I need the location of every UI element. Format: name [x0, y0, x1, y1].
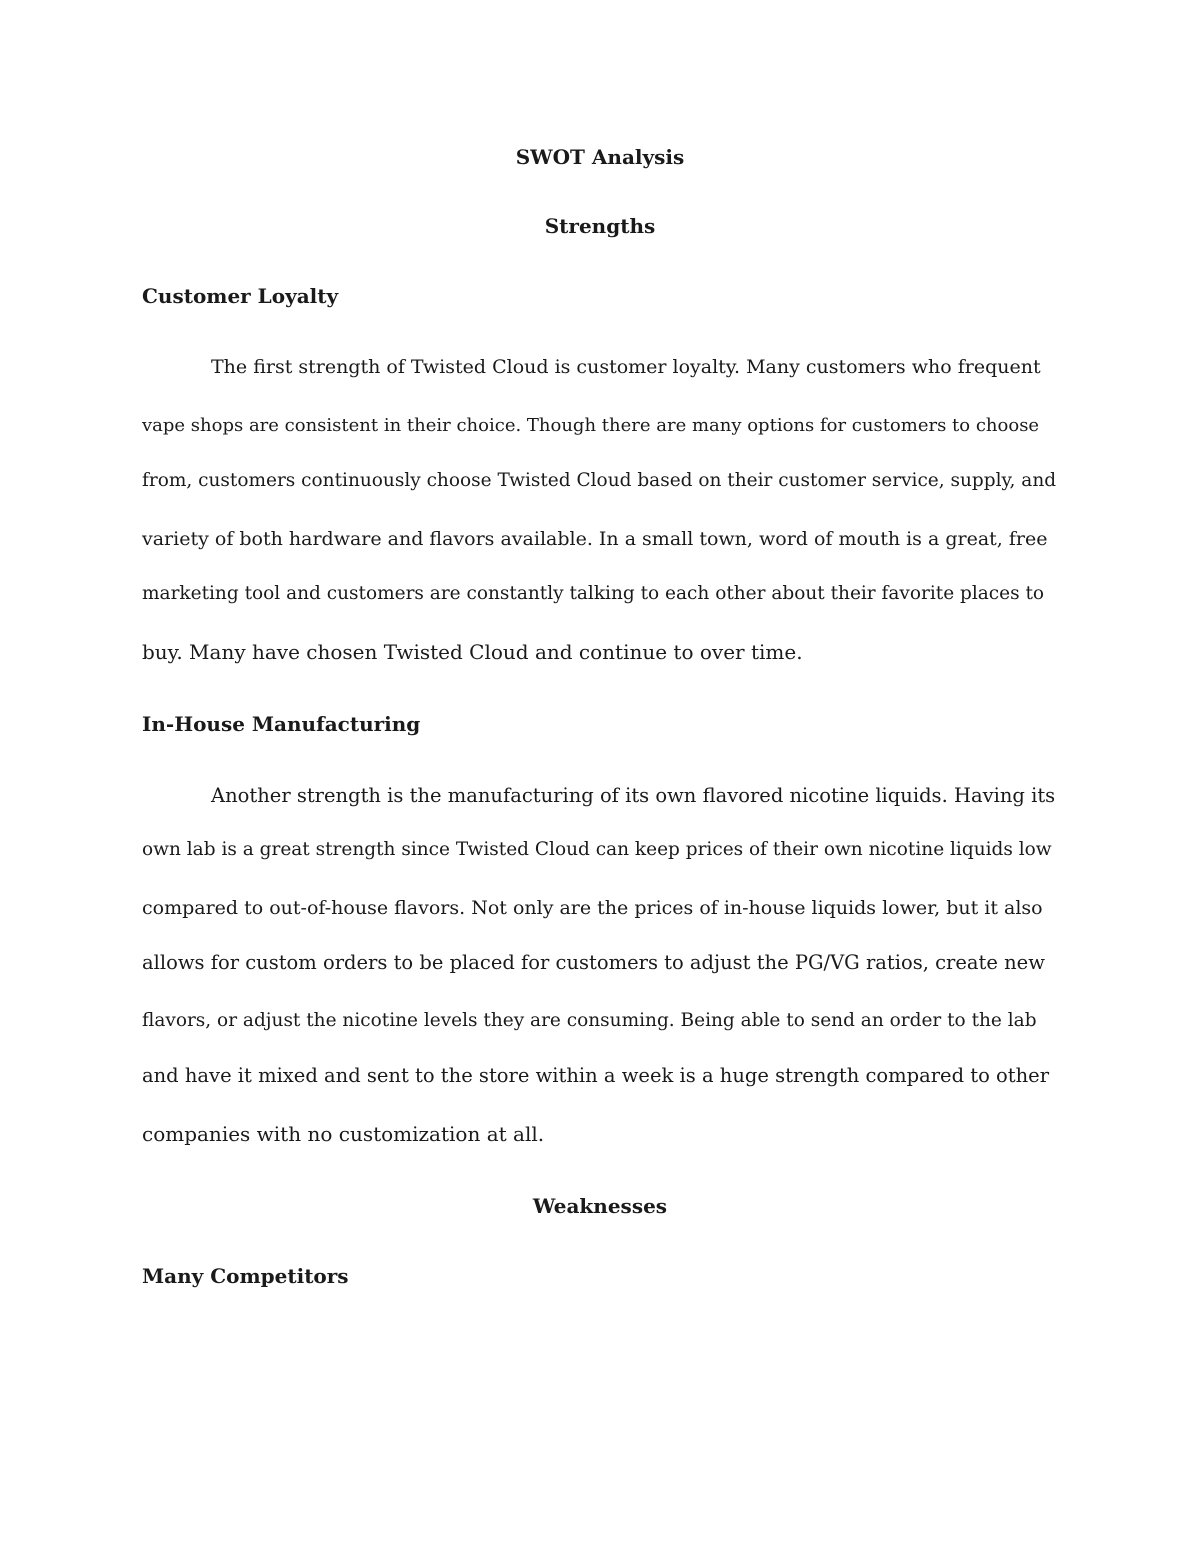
subheading-in-house-manufacturing: In-House Manufacturing [142, 712, 421, 736]
paragraph-line: buy. Many have chosen Twisted Cloud and continue to over time. [142, 640, 803, 664]
paragraph-line: from, customers continuously choose Twisted Cloud based on their customer service, supply, and [142, 470, 1057, 491]
section-heading-weaknesses: Weaknesses [532, 1194, 668, 1218]
paragraph-line: and have it mixed and sent to the store within a week is a huge strength compared to other [142, 1064, 1050, 1087]
document-title: SWOT Analysis [515, 145, 685, 169]
paragraph-line: flavors, or adjust the nicotine levels they are consuming. Being able to send an order to the lab [142, 1010, 1037, 1031]
paragraph-line: companies with no customization at all. [142, 1122, 545, 1146]
paragraph-line: The first strength of Twisted Cloud is customer loyalty. Many customers who frequent [211, 356, 1041, 378]
paragraph-line: vape shops are consistent in their choice. Though there are many options for customers to choose [142, 415, 1040, 436]
paragraph-line: allows for custom orders to be placed for customers to adjust the PG/VG ratios, create new [142, 951, 1045, 974]
paragraph-line: marketing tool and customers are constantly talking to each other about their favorite places to [142, 583, 1045, 604]
paragraph-line: own lab is a great strength since Twisted Cloud can keep prices of their own nicotine liquids low [142, 839, 1052, 860]
paragraph-line: Another strength is the manufacturing of its own flavored nicotine liquids. Having its [211, 784, 1056, 807]
section-heading-strengths: Strengths [544, 214, 656, 238]
paragraph-line: variety of both hardware and flavors available. In a small town, word of mouth is a great, free [142, 528, 1048, 550]
paragraph-line: compared to out-of-house flavors. Not only are the prices of in-house liquids lower, but it also [142, 897, 1043, 919]
subheading-many-competitors: Many Competitors [142, 1264, 349, 1288]
subheading-customer-loyalty: Customer Loyalty [142, 284, 339, 308]
